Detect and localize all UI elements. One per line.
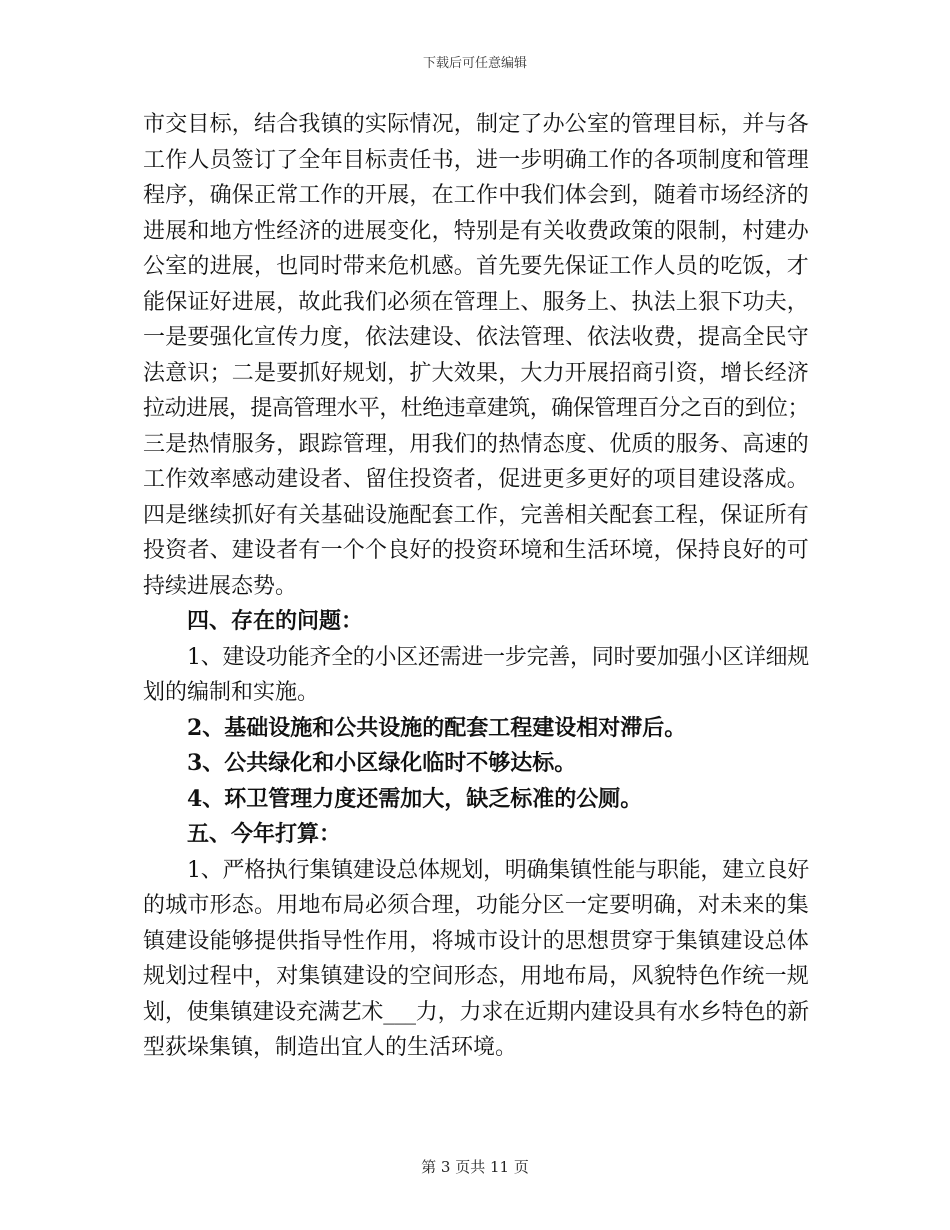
paragraph-line: 型荻垛集镇，制造出宜人的生活环境。 — [143, 1035, 518, 1060]
list-item: 4、环卫管理力度还需加大，缺乏标准的公厕。 — [187, 785, 643, 812]
paragraph-line: 规划过程中，对集镇建设的空间形态，用地布局，风貌特色作统一规 — [143, 964, 809, 989]
paragraph-line: 1、严格执行集镇建设总体规划，明确集镇性能与职能，建立良好 — [187, 857, 809, 883]
paragraph-line: 四是继续抓好有关基础设施配套工作，完善相关配套工程，保证所有 — [143, 502, 809, 528]
paragraph-line: 的城市形态。用地布局必须合理，功能分区一定要明确，对未来的集 — [143, 893, 809, 918]
paragraph-line: 法意识；二是要抓好规划，扩大效果，大力开展招商引资，增长经济 — [143, 360, 809, 386]
page-footer: 第 3 页共 11 页 — [421, 1158, 529, 1176]
paragraph-line: 投资者、建设者有一个个良好的投资环境和生活环境，保持良好的可 — [143, 538, 809, 563]
paragraph-line: 市交目标，结合我镇的实际情况，制定了办公室的管理目标，并与各 — [143, 112, 809, 137]
paragraph-line: 公室的进展，也同时带来危机感。首先要先保证工作人员的吃饭，才 — [143, 254, 809, 279]
page-header: 下载后可任意编辑 — [422, 56, 527, 71]
paragraph-line: 拉动进展，提高管理水平，杜绝违章建筑，确保管理百分之百的到位； — [143, 396, 809, 421]
paragraph-line: 程序，确保正常工作的开展，在工作中我们体会到，随着市场经济的 — [143, 183, 809, 208]
paragraph-line: 工作效率感动建设者、留住投资者，促进更多更好的项目建设落成。 — [143, 467, 809, 492]
paragraph-line: 工作人员签订了全年目标责任书，进一步明确工作的各项制度和管理 — [143, 147, 809, 173]
paragraph-line: 划，使集镇建设充满艺术___力，力求在近期内建设具有水乡特色的新 — [143, 999, 809, 1025]
paragraph-line: 持续进展态势。 — [143, 573, 298, 599]
paragraph-line: 进展和地方性经济的进展变化，特别是有关收费政策的限制，村建办 — [143, 218, 809, 244]
list-item: 3、公共绿化和小区绿化临时不够达标。 — [187, 750, 577, 776]
paragraph-line: 镇建设能够提供指导性作用，将城市设计的思想贯穿于集镇建设总体 — [143, 928, 809, 954]
list-item: 2、基础设施和公共设施的配套工程建设相对滞后。 — [187, 714, 687, 741]
document-body — [143, 107, 809, 1066]
paragraph-line: 1、建设功能齐全的小区还需进一步完善，同时要加强小区详细规 — [187, 644, 809, 670]
section-heading: 四、存在的问题： — [187, 608, 364, 634]
paragraph-line: 能保证好进展，故此我们必须在管理上、服务上、执法上狠下功夫， — [143, 289, 809, 315]
paragraph-line: 三是热情服务，跟踪管理，用我们的热情态度、优质的服务、高速的 — [143, 431, 809, 457]
paragraph-line: 一是要强化宣传力度，依法建设、依法管理、依法收费，提高全民守 — [143, 325, 809, 350]
paragraph-line: 划的编制和实施。 — [143, 680, 320, 705]
section-heading: 五、今年打算： — [187, 821, 342, 847]
